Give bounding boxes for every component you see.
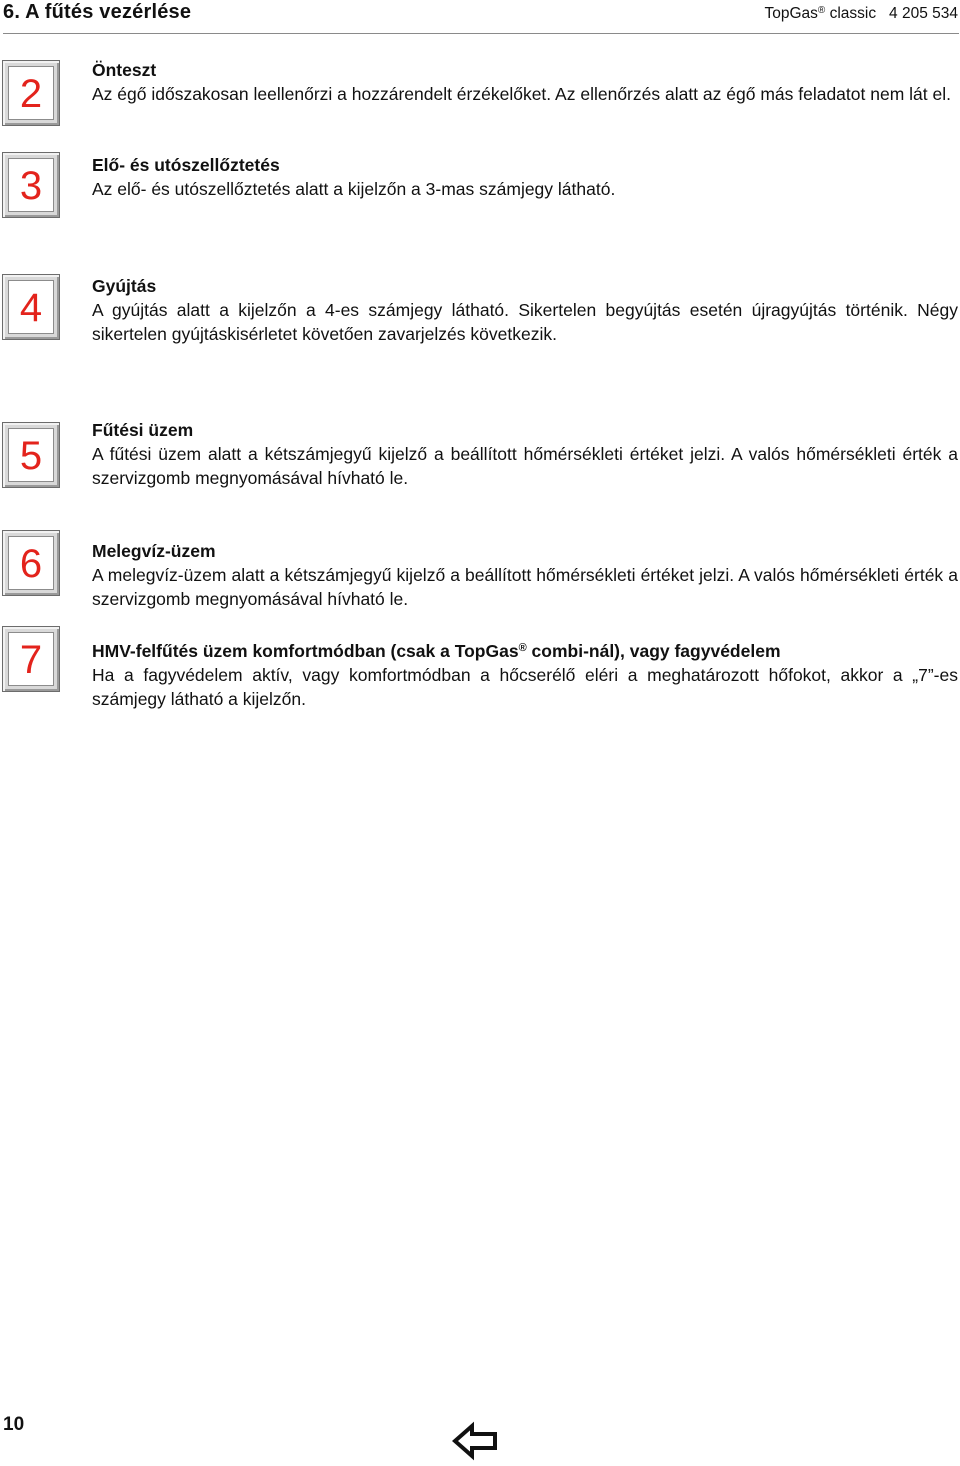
display-digit-3	[2, 152, 60, 218]
back-arrow-icon[interactable]	[452, 1421, 498, 1461]
section-title: Elő- és utószellőztetés	[92, 155, 280, 175]
display-digit-value: 6	[8, 536, 54, 590]
display-digit-value: 4	[8, 280, 54, 334]
page-header	[0, 0, 960, 34]
display-digit-2	[2, 60, 60, 126]
section-ventilation	[92, 153, 958, 201]
section-title: Önteszt	[92, 60, 157, 80]
section-body: A fűtési üzem alatt a kétszámjegyű kijelző a beállított hőmérsékleti értéket jelzi. A valós hőmérsékleti érték a szervizgomb megnyomásával hívható le.	[92, 444, 958, 488]
product-reference	[765, 5, 959, 23]
product-code: classic 4 205 534	[825, 5, 958, 22]
section-body: A gyújtás alatt a kijelzőn a 4-es számjegy látható. Sikertelen begyújtás esetén újragyújtás történik. Négy sikertelen gyújtáskisérletet követően zavarjelzés következik.	[92, 300, 958, 344]
header-divider	[3, 33, 959, 34]
display-digit-4	[2, 274, 60, 340]
section-heating-mode	[92, 418, 958, 490]
product-name: TopGas	[764, 5, 818, 22]
section-ignition	[92, 274, 958, 346]
section-title: Gyújtás	[92, 276, 157, 296]
display-digit-6	[2, 530, 60, 596]
section-title: Melegvíz-üzem	[92, 541, 216, 561]
section-title: Fűtési üzem	[92, 420, 194, 440]
section-title	[92, 636, 958, 663]
display-digit-value: 7	[8, 632, 54, 686]
display-digit-5	[2, 422, 60, 488]
section-body: Az elő- és utószellőztetés alatt a kijelzőn a 3-mas számjegy látható.	[92, 179, 616, 199]
back-arrow-icon-graphic	[452, 1421, 498, 1461]
section-body: Az égő időszakosan leellenőrzi a hozzárendelt érzékelőket. Az ellenőrzés alatt az égő más feladatot nem lát el.	[92, 84, 951, 104]
display-digit-value: 3	[8, 158, 54, 212]
display-digit-value: 5	[8, 428, 54, 482]
section-title-text-end: combi-nál), vagy fagyvédelem	[526, 641, 781, 661]
section-comfort-frost-protection	[92, 636, 958, 711]
section-body: Ha a fagyvédelem aktív, vagy komfortmódban a hőcserélő eléri a meghatározott hőfokot, akkor a „7”-es számjegy látható a kijelzőn.	[92, 665, 958, 709]
display-digit-value: 2	[8, 66, 54, 120]
chapter-title: 6. A fűtés vezérlése	[3, 1, 192, 23]
page-number: 10	[3, 1414, 25, 1435]
section-self-test	[92, 58, 958, 106]
registered-mark: ®	[817, 5, 826, 16]
section-hot-water-mode	[92, 539, 958, 611]
display-digit-7	[2, 626, 60, 692]
section-body: A melegvíz-üzem alatt a kétszámjegyű kijelző a beállított hőmérsékleti értéket jelzi. A valós hőmérsékleti érték a szervizgomb megnyomásával hívható le.	[92, 565, 958, 609]
registered-mark: ®	[518, 642, 527, 654]
section-title-text: HMV-felfűtés üzem komfortmódban (csak a TopGas	[92, 641, 519, 661]
